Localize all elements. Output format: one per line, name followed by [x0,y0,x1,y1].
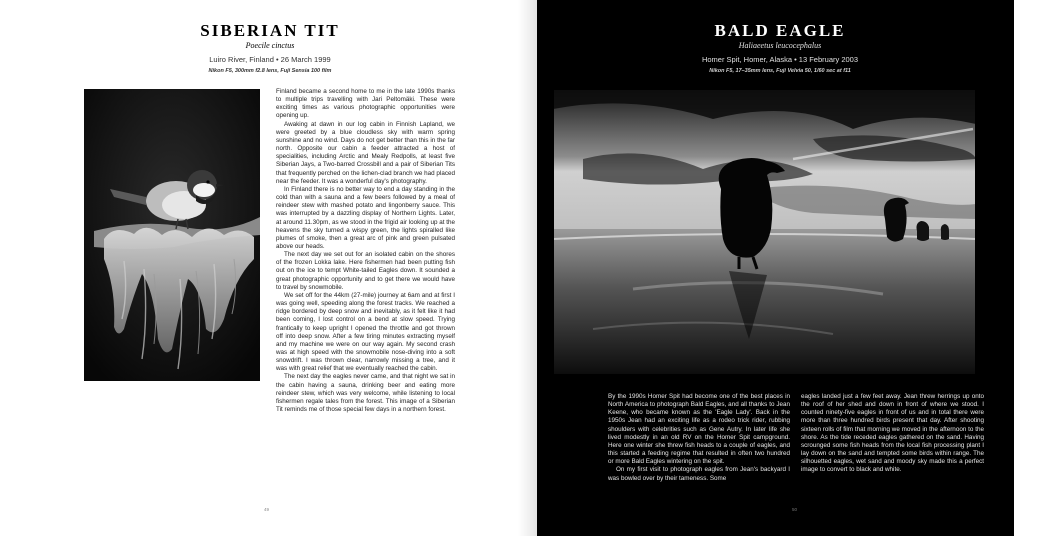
left-page-title: SIBERIAN TIT [200,21,340,40]
right-margin [1014,0,1060,536]
right-paragraph: eagles landed just a few feet away. Jean threw herrings up onto the roof of her shed and down in front of where we stood. I counted ninety-five eagles in front of us and in total there were more than three hundred birds present that day. After shooting sixteen rolls of film that morning we moved in the afternoon to the shore. As the tide receded eagles gathered on the sand. Having scrounged some fish heads from the local fish processing plant I lay down on the sand and tempted some birds within range. The silhouetted eagles, wet sand and moody sky made this a perfect image to convert to black and white. [801,393,984,474]
gutter-shadow [518,0,537,536]
siberian-tit-photo [84,89,260,381]
left-page-body-text [276,88,455,414]
left-page-tech-details: Nikon F5, 300mm f2.8 lens, Fuji Sensia 100 film [208,68,332,74]
left-paragraph: We set off for the 44km (27-mile) journey at 6am and at first I was going well, speeding along the forest tracks. We reached a ridge bordered by deep snow and inevitably, as it felt like it had been coming, I lost control on a bend at slow speed. Trying frantically to keep upright I opened the throttle and got thrown off into deep snow. After a few tiring minutes extracting myself and my machine we were on our way again. My second crash was at high speed with the snowmobile nose-diving into a soft snowdrift. I was thrown clear, narrowly missing a tree, and it was with great relief that we eventually reached the cabin. [276,291,455,373]
right-page-number: 50 [792,507,798,512]
right-page-title: BALD EAGLE [714,21,846,40]
right-page-tech-details: Nikon F5, 17–35mm lens, Fuji Velvia 50, 1/60 sec at f11 [709,68,851,74]
left-paragraph: Awaking at dawn in our log cabin in Finnish Lapland, we were greeted by a blue cloudless sky with warm spring sunshine and no wind. Days do not get better than this in the far north. Opposite our cabin a feeder attracted a host of specialities, including Arctic and Mealy Redpolls, at least five Siberian Jays, a Two-barred Crossbill and a pair of Siberian Tits that frequently perched on the lichen-clad branch we had placed near the feeder. It was a wonderful day's photography. [276,120,455,185]
left-page-location-date: Luiro River, Finland • 26 March 1999 [209,55,331,64]
right-page-column-1 [608,393,790,483]
bald-eagle-photo [553,89,976,375]
left-page-latin-name: Poecile cinctus [245,41,295,50]
right-page-latin-name: Haliaeetus leucocephalus [738,41,822,50]
right-paragraph: By the 1990s Homer Spit had become one of the best places in North America to photograph Bald Eagles, and all thanks to Jean Keene, who became known as the 'Eagle Lady'. Back in the 1950s Jean had an exciting life as a rodeo trick rider, rubbing shoulders with celebrities such as Gene Autry. In later life she lived modestly in an old RV on the Homer Spit campground. Here one winter she threw fish heads to a couple of eagles, and this started a feeding regime that resulted in often two hundred or more Bald Eagles wintering on the spit. [608,393,790,466]
right-page-location-date: Homer Spit, Homer, Alaska • 13 February 2003 [701,55,859,64]
left-page-number: 49 [264,507,270,512]
left-paragraph: In Finland there is no better way to end a day standing in the cold than with a sauna and a few beers followed by a meal of reindeer stew with mashed potato and lingonberry sauce. This was interrupted by a dazzling display of Northern Lights. Later, at around 11.30pm, as we stood in the frigid air looking up at the heavens the sky turned a wispy green, the lights spiralled like plumes of smoke, then a great arc of pink and green pulsated above our heads. [276,185,455,250]
right-page-column-2 [801,393,984,475]
left-paragraph: Finland became a second home to me in the late 1990s thanks to multiple trips travelling with Jari Peltomäki. These were exciting times as various photographic opportunities were opening up. [276,88,455,120]
left-paragraph: The next day the eagles never came, and that night we sat in the cabin having a sauna, drinking beer and eating more reindeer stew, which was very welcome, while listening to local fishermen regale tales from the forest. This image of a Siberian Tit reminds me of those special few days in a northern forest. [276,373,455,414]
right-paragraph: On my first visit to photograph eagles from Jean's backyard I was bowled over by their tameness. Some [608,466,790,482]
left-paragraph: The next day we set out for an isolated cabin on the shores of the frozen Lokka lake. Here fishermen had been putting fish out on the ice to tempt White-tailed Eagles down. It sounded a great photographic opportunity and to get there we would have to travel by snowmobile. [276,251,455,291]
